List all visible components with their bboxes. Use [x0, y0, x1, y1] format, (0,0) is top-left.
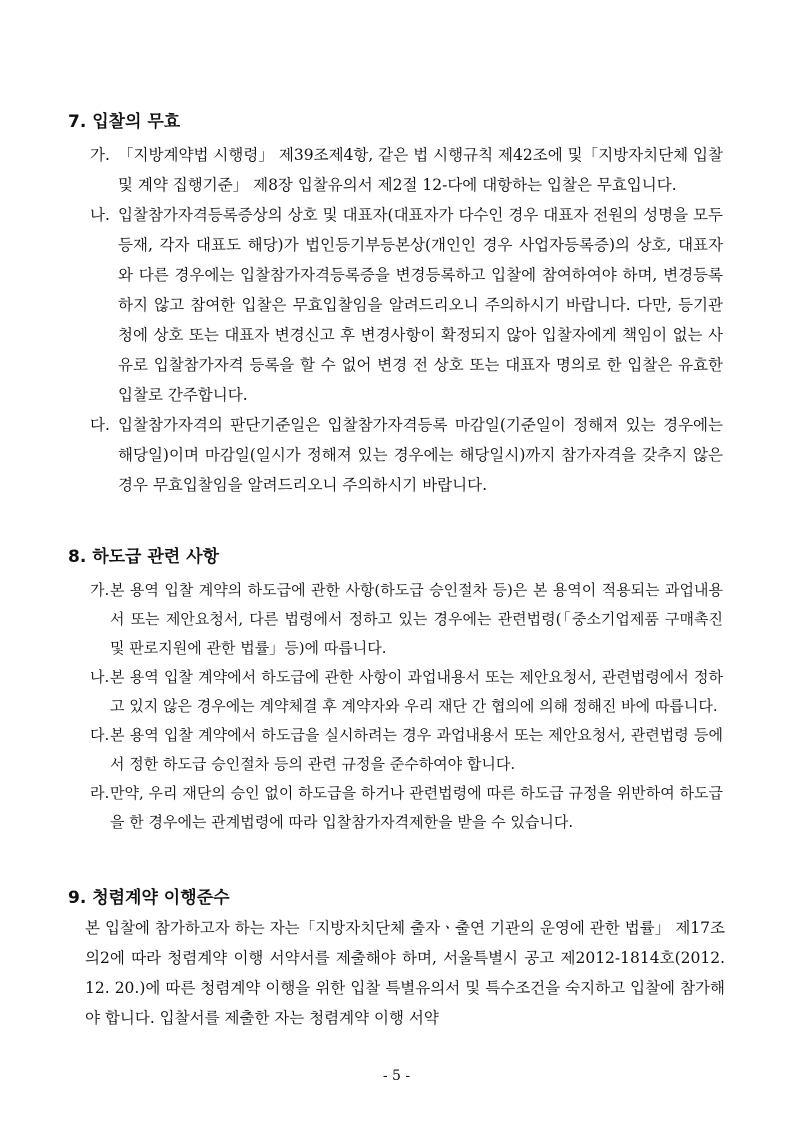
item-text: 만약, 우리 재단의 승인 없이 하도급을 하거나 관련법령에 따른 하도급 규정을 위반하여 하도급을 한 경우에는 관계법령에 따라 입찰참가자격제한을 받을 수 있습니다. [110, 784, 723, 831]
item-marker: 다. [90, 726, 110, 744]
list-item [0, 721, 723, 779]
section-paragraph: 본 입찰에 참가하고자 하는 자는「지방자치단체 출자ㆍ출연 기관의 운영에 관한 법률」 제17조의2에 따라 청렴계약 이행 서약서를 제출해야 하며, 서울특별시 공고 제2012-1814호(2012. 12. 20.)에 따른 청렴계약 이행을 위한 입찰 특별유의서 및 특수조건을 숙지하고 입찰에 참가해야 합니다. 입찰서를 제출한 자는 청렴계약 이행 서약 [85, 919, 725, 1027]
list-item [0, 410, 723, 500]
item-marker: 가. [90, 581, 110, 599]
section-heading: 8. 하도급 관련 사항 [68, 547, 219, 567]
list-item [0, 200, 723, 410]
section-heading: 9. 청렴계약 이행준수 [68, 888, 230, 908]
list-item [0, 140, 723, 200]
item-list [0, 576, 793, 837]
item-text: 본 용역 입찰 계약에서 하도급을 실시하려는 경우 과업내용서 또는 제안요청서, 관련법령 등에서 정한 하도급 승인절차 등의 관련 규정을 준수하여야 합니다. [110, 726, 723, 773]
item-marker: 가. [90, 146, 110, 164]
item-text: 본 용역 입찰 계약의 하도급에 관한 사항(하도급 승인절차 등)은 본 용역이 적용되는 과업내용서 또는 제안요청서, 다른 법령에서 정하고 있는 경우에는 관련법령(「중소기업제품 구매촉진 및 판로지원에 관한 법률」등)에 따릅니다. [110, 581, 723, 657]
item-list [0, 140, 793, 500]
item-text: 본 용역 입찰 계약에서 하도급에 관한 사항이 과업내용서 또는 제안요청서, 관련법령에서 정하고 있지 않은 경우에는 계약체결 후 계약자와 우리 재단 간 협의에 의해 정해진 바에 따릅니다. [110, 668, 723, 715]
item-marker: 나. [90, 668, 110, 686]
list-item [0, 663, 723, 721]
page-number: - 5 - [382, 1068, 411, 1084]
item-text: 「지방계약법 시행령」 제39조제4항, 같은 법 시행규칙 제42조에 및「지방자치단체 입찰 및 계약 집행기준」 제8장 입찰유의서 제2절 12-다에 대항하는 입찰은 무효입니다. [118, 146, 723, 194]
item-marker: 라. [90, 784, 110, 802]
list-item [0, 779, 723, 837]
item-text: 입찰참가자격의 판단기준일은 입찰참가자격등록 마감일(기준일이 정해져 있는 경우에는 해당일)이며 마감일(일시가 정해져 있는 경우에는 해당일시)까지 참가자격을 갖추지 않은 경우 무효입찰임을 알려드리오니 주의하시기 바랍니다. [118, 416, 723, 494]
item-text: 입찰참가자격등록증상의 상호 및 대표자(대표자가 다수인 경우 대표자 전원의 성명을 모두 등재, 각자 대표도 해당)가 법인등기부등본상(개인인 경우 사업자등록증)의 상호, 대표자와 다른 경우에는 입찰참가자격등록증을 변경등록하고 입찰에 참여하여야 하며, 변경등록하지 않고 참여한 입찰은 무효입찰임을 알려드리오니 주의하시기 바랍니다. 다만, 등기관청에 상호 또는 대표자 변경신고 후 변경사항이 확정되지 않아 입찰자에게 책임이 없는 사유로 입찰참가자격 등록을 할 수 없어 변경 전 상호 또는 대표자 명의로 한 입찰은 유효한 입찰로 간주합니다. [118, 206, 723, 404]
list-item [0, 576, 723, 663]
item-marker: 다. [90, 416, 110, 434]
item-marker: 나. [90, 206, 110, 224]
section-heading: 7. 입찰의 무효 [68, 112, 181, 132]
